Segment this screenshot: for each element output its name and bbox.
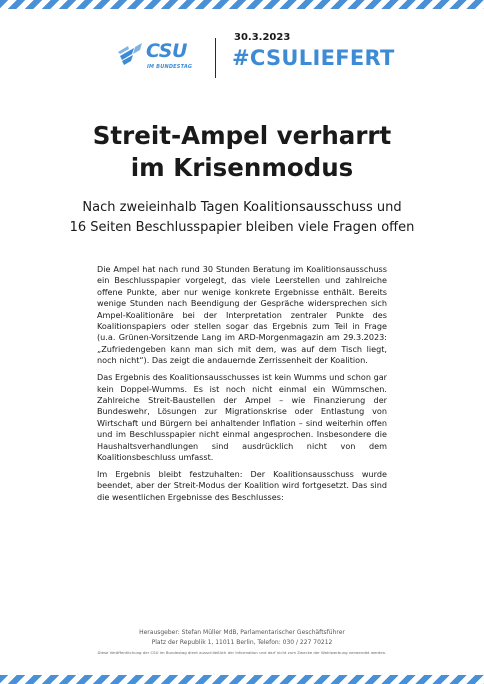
body-paragraph: Die Ampel hat nach rund 30 Stunden Beratung im Koalitionsausschuss ein Beschlusspapier vorgelegt, das viele Leerstellen und zahlreiche offene Punkte, aber nur wenige konkrete Ergebnisse enthält. Bereits wenige Stunden nach Beendigung der Gespräche widersprechen sich Ampel-Koalitionäre bei der Interpretation zentraler Punkte des Koalitionspapiers oder stellen sogar das Ergebnis zum Teil in Frage (u.a. Grünen-Vorsitzende Lang im ARD-Morgenmagazin am 29.3.2023: „Zufriedengeben kann man sich mit dem, was auf dem Tisch liegt, noch nicht“). Das zeigt die andauernde Zerrissenheit der Koalition. <box>97 264 387 366</box>
body-text <box>97 264 387 509</box>
header <box>0 28 484 88</box>
page-title <box>0 120 484 184</box>
title-line-1: Streit-Ampel verharrt <box>92 121 392 150</box>
bottom-stripe-border <box>0 675 484 684</box>
footer-publisher: Herausgeber: Stefan Müller MdB, Parlamentarischer Geschäftsführer <box>139 629 345 636</box>
top-stripe-border <box>0 0 484 9</box>
page-subtitle <box>0 198 484 238</box>
csu-logo-icon <box>118 42 144 68</box>
header-divider <box>215 38 216 78</box>
logo-subtext: IM BUNDESTAG <box>147 64 193 70</box>
subtitle-line-2: 16 Seiten Beschlusspapier bleiben viele Fragen offen <box>69 220 415 235</box>
footer-address: Platz der Republik 1, 11011 Berlin, Telefon: 030 / 227 70212 <box>151 639 333 646</box>
subtitle-line-1: Nach zweieinhalb Tagen Koalitionsausschuss und <box>82 200 402 215</box>
publication-date: 30.3.2023 <box>234 32 291 43</box>
hashtag-title: #CSULIEFERT <box>232 46 395 70</box>
body-paragraph: Im Ergebnis bleibt festzuhalten: Der Koalitionsausschuss wurde beendet, aber der Streit-Modus der Koalition wird fortgesetzt. Das sind die wesentlichen Ergebnisse des Beschlusses: <box>97 468 387 502</box>
title-line-2: im Krisenmodus <box>130 153 354 182</box>
logo-text: CSU <box>146 40 187 62</box>
csu-logo <box>118 40 198 80</box>
body-paragraph: Das Ergebnis des Koalitionsausschusses ist kein Wumms und schon gar kein Doppel-Wumms. Es ist noch nicht einmal ein Wümmschen. Zahlreiche Streit-Baustellen der Ampel – wie Finanzierung der Bundeswehr, Lösungen zur Migrationskrise oder Entlastung von Wirtschaft und Bürgern bei anhaltender Inflation – sind weiterhin offen und im Beschlusspapier nicht einmal angesprochen. Insbesondere die Haushaltsverhandlungen sind ausdrücklich nicht von dem Koalitionsbeschluss umfasst. <box>97 372 387 462</box>
footer-disclaimer: Diese Veröffentlichung der CSU im Bundestag dient ausschließlich der Information und darf nicht zum Zwecke der Wahlwerbung verwendet werden. <box>97 650 387 655</box>
